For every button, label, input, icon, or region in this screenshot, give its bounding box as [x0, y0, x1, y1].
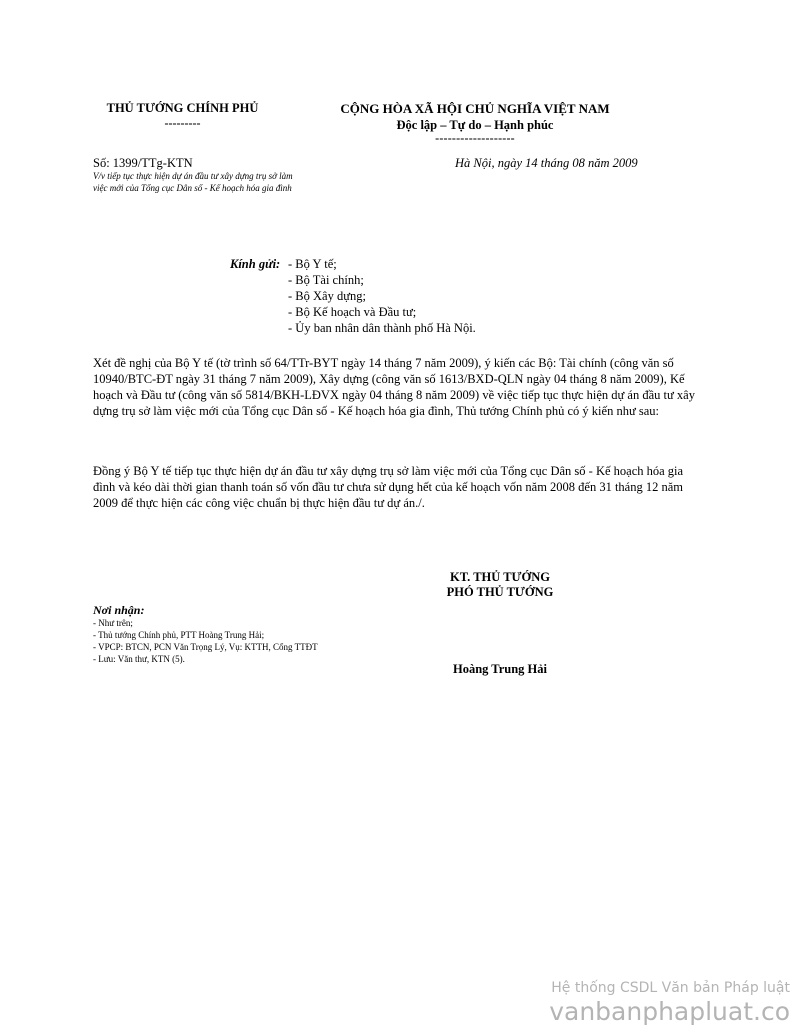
signature-line-1: KT. THỦ TƯỚNG: [450, 570, 550, 584]
receivers-list: [93, 617, 318, 665]
receiver-item: - Lưu: Văn thư, KTN (5).: [93, 654, 185, 664]
signature-title: [420, 570, 580, 600]
receivers-label: Nơi nhận:: [93, 603, 145, 617]
recipient-item: - Bộ Y tế;: [288, 257, 337, 271]
motto: Độc lập – Tự do – Hạnh phúc: [396, 118, 554, 132]
recipient-item: - Ủy ban nhân dân thành phố Hà Nội.: [288, 321, 476, 335]
document-number: Số: 1399/TTg-KTN: [93, 156, 193, 170]
body-paragraph-2: Đồng ý Bộ Y tế tiếp tục thực hiện dự án đầu tư xây dựng trụ sở làm việc mới của Tổng cục Dân số - Kế hoạch hóa gia đình và kéo dài thời gian thanh toán số vốn đầu tư chưa sử dụng hết của kế hoạch vốn năm 2008 đến 31 tháng 12 năm 2009 để thực hiện các công việc chuẩn bị thực hiện đầu tư dự án./.: [93, 464, 684, 510]
receiver-item: - Thủ tướng Chính phủ, PTT Hoàng Trung Hải;: [93, 630, 265, 640]
place-date: Hà Nội, ngày 14 tháng 08 năm 2009: [455, 156, 638, 170]
recipient-item: - Bộ Xây dựng;: [288, 289, 366, 303]
receiver-item: - VPCP: BTCN, PCN Văn Trọng Lý, Vụ: KTTH, Cổng TTĐT: [93, 642, 318, 652]
recipient-item: - Bộ Kế hoạch và Đầu tư;: [288, 305, 417, 319]
issuer-name: THỦ TƯỚNG CHÍNH PHỦ: [106, 101, 259, 115]
national-title: CỘNG HÒA XÃ HỘI CHỦ NGHĨA VIỆT NAM: [340, 101, 610, 116]
receiver-item: - Như trên;: [93, 618, 133, 628]
recipient-item: - Bộ Tài chính;: [288, 273, 364, 287]
national-header: [325, 101, 625, 146]
signature-line-2: PHÓ THỦ TƯỚNG: [446, 585, 554, 599]
signer-name: Hoàng Trung Hải: [452, 662, 547, 676]
issuer-block: [95, 101, 270, 131]
watermark: [549, 979, 790, 1027]
watermark-line-2: vanbanphapluat.co: [549, 997, 790, 1026]
receivers-block: [93, 603, 318, 665]
document-subject: V/v tiếp tục thực hiện dự án đầu tư xây dựng trụ sở làm việc mới của Tổng cục Dân số - Kế hoạch hóa gia đình: [93, 171, 293, 193]
recipients-label: Kính gửi:: [230, 257, 281, 271]
recipients-list: [288, 256, 588, 336]
body-paragraph-1: Xét đề nghị của Bộ Y tế (tờ trình số 64/TTr-BYT ngày 14 tháng 7 năm 2009), ý kiến các Bộ: Tài chính (công văn số 10940/BTC-ĐT ngày 31 tháng 7 năm 2009), Xây dựng (công văn số 1613/BXD-QLN ngày 04 tháng 8 năm 2009), Kế hoạch và Đầu tư (công văn số 5814/BKH-LĐVX ngày 04 tháng 8 năm 2009) về việc tiếp tục thực hiện dự án đầu tư xây dựng trụ sở làm việc mới của Tổng cục Dân số - Kế hoạch hóa gia đình, Thủ tướng Chính phủ có ý kiến như sau:: [93, 356, 695, 418]
motto-separator: -------------------: [435, 131, 515, 145]
issuer-separator: ---------: [164, 116, 201, 130]
watermark-line-1: Hệ thống CSDL Văn bản Pháp luật: [551, 980, 790, 996]
